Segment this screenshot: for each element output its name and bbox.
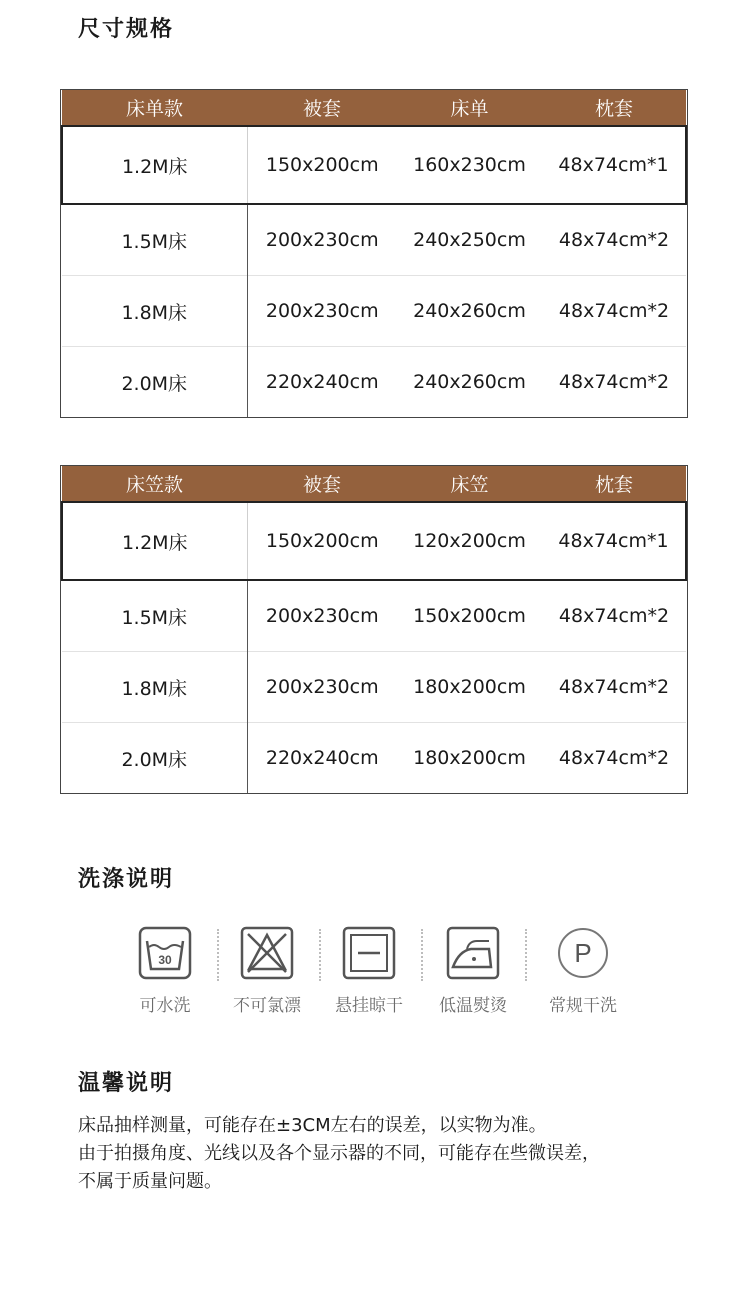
divider xyxy=(525,929,527,981)
table-row xyxy=(62,723,686,794)
wash-30-icon xyxy=(137,925,193,981)
header-cell: 被套 xyxy=(247,466,397,502)
table-row xyxy=(62,347,686,418)
table-cell: 220x240cm xyxy=(247,347,397,418)
wash-temperature: 30 xyxy=(158,953,172,967)
table-cell: 150x200cm xyxy=(397,580,542,652)
bed-size-cell: 1.8M床 xyxy=(62,652,247,723)
table-cell: 48x74cm*2 xyxy=(542,276,686,347)
table-cell: 48x74cm*2 xyxy=(542,580,686,652)
table-cell: 200x230cm xyxy=(247,580,397,652)
table-cell: 240x250cm xyxy=(397,204,542,276)
bed-size-cell: 2.0M床 xyxy=(62,347,247,418)
header-cell: 被套 xyxy=(247,90,397,126)
size-section-title: 尺寸规格 xyxy=(78,17,175,42)
hang-dry-icon xyxy=(341,925,397,981)
fitted-sheet-size-table xyxy=(61,466,687,793)
bed-size-cell: 1.5M床 xyxy=(62,204,247,276)
care-item-no-bleach xyxy=(217,925,317,1016)
table-cell: 160x230cm xyxy=(397,126,542,204)
table-header-row xyxy=(62,466,686,502)
header-cell: 床单款 xyxy=(62,90,247,126)
table-header-row xyxy=(62,90,686,126)
dry-clean-icon xyxy=(555,925,611,981)
care-item-iron-low xyxy=(423,925,523,1016)
bed-size-cell: 1.2M床 xyxy=(62,126,247,204)
care-label: 悬挂晾干 xyxy=(335,996,403,1016)
table-row xyxy=(62,204,686,276)
table-cell: 180x200cm xyxy=(397,723,542,794)
care-label: 低温熨烫 xyxy=(439,996,507,1016)
bed-size-cell: 1.5M床 xyxy=(62,580,247,652)
table-cell: 48x74cm*1 xyxy=(542,502,686,580)
table-cell: 200x230cm xyxy=(247,652,397,723)
care-item-hang-dry xyxy=(319,925,419,1016)
table-row xyxy=(62,126,686,204)
header-cell: 床单 xyxy=(397,90,542,126)
bed-size-cell: 1.2M床 xyxy=(62,502,247,580)
table-cell: 150x200cm xyxy=(247,126,397,204)
bed-size-cell: 1.8M床 xyxy=(62,276,247,347)
notes-line: 床品抽样测量，可能存在±3CM左右的误差，以实物为准。 xyxy=(78,1115,547,1136)
table-cell: 48x74cm*2 xyxy=(542,347,686,418)
care-label: 常规干洗 xyxy=(549,996,617,1016)
notes-text xyxy=(78,1112,718,1196)
table-row xyxy=(62,652,686,723)
no-bleach-icon xyxy=(239,925,295,981)
iron-low-icon xyxy=(445,925,501,981)
table-cell: 180x200cm xyxy=(397,652,542,723)
table-row xyxy=(62,276,686,347)
care-label: 可水洗 xyxy=(139,996,191,1016)
table-cell: 240x260cm xyxy=(397,276,542,347)
table-cell: 48x74cm*1 xyxy=(542,126,686,204)
header-cell: 床笠款 xyxy=(62,466,247,502)
header-cell: 床笠 xyxy=(397,466,542,502)
table-cell: 240x260cm xyxy=(397,347,542,418)
bed-size-cell: 2.0M床 xyxy=(62,723,247,794)
table-cell: 220x240cm xyxy=(247,723,397,794)
notes-line: 不属于质量问题。 xyxy=(78,1171,222,1192)
care-item-dry-clean xyxy=(533,925,633,1016)
notes-line: 由于拍摄角度、光线以及各个显示器的不同，可能存在些微误差， xyxy=(78,1143,600,1164)
care-label: 不可氯漂 xyxy=(233,996,301,1016)
table-cell: 120x200cm xyxy=(397,502,542,580)
header-cell: 枕套 xyxy=(542,90,686,126)
header-cell: 枕套 xyxy=(542,466,686,502)
table-cell: 48x74cm*2 xyxy=(542,723,686,794)
table-row xyxy=(62,580,686,652)
table-cell: 200x230cm xyxy=(247,204,397,276)
sheet-size-table xyxy=(61,90,687,417)
table-cell: 48x74cm*2 xyxy=(542,652,686,723)
dry-clean-letter: P xyxy=(574,938,592,968)
care-section-title: 洗涤说明 xyxy=(78,867,175,892)
notes-section-title: 温馨说明 xyxy=(78,1071,175,1096)
care-item-wash xyxy=(115,925,215,1016)
care-instructions xyxy=(118,925,638,1025)
table-cell: 48x74cm*2 xyxy=(542,204,686,276)
table-cell: 150x200cm xyxy=(247,502,397,580)
table-row xyxy=(62,502,686,580)
table-cell: 200x230cm xyxy=(247,276,397,347)
